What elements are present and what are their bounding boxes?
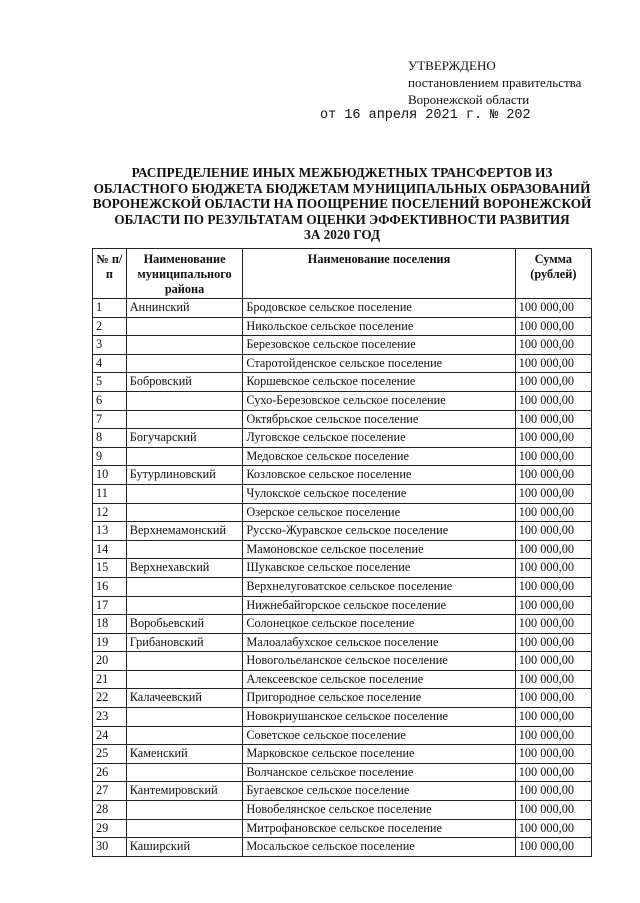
approval-date: от 16 апреля 2021 г. № 202: [320, 108, 531, 123]
table-row: [93, 299, 592, 318]
title-line: ОБЛАСТНОГО БЮДЖЕТА БЮДЖЕТАМ МУНИЦИПАЛЬНЫХ ОБРАЗОВАНИЙ: [93, 180, 591, 196]
table-header-row: [93, 249, 592, 299]
row-num-cell: 19: [93, 633, 127, 652]
row-sum-cell: 100 000,00: [515, 652, 591, 671]
row-settlement-cell: Чулокское сельское поселение: [243, 484, 515, 503]
row-settlement-cell: Сухо-Березовское сельское поселение: [243, 391, 515, 410]
row-settlement-cell: Бродовское сельское поселение: [243, 299, 515, 318]
row-district-cell: [126, 763, 243, 782]
row-district-cell: Кантемировский: [126, 782, 243, 801]
table-row: [93, 708, 592, 727]
header-settlement: Наименование поселения: [243, 249, 515, 299]
row-sum-cell: 100 000,00: [515, 615, 591, 634]
table-row: [93, 819, 592, 838]
row-district-cell: Каменский: [126, 745, 243, 764]
row-sum-cell: 100 000,00: [515, 819, 591, 838]
table-row: [93, 466, 592, 485]
row-sum-cell: 100 000,00: [515, 689, 591, 708]
row-num-cell: 7: [93, 410, 127, 429]
table-row: [93, 429, 592, 448]
row-num-cell: 17: [93, 596, 127, 615]
table-row: [93, 726, 592, 745]
row-sum-cell: 100 000,00: [515, 429, 591, 448]
row-sum-cell: 100 000,00: [515, 633, 591, 652]
table-row: [93, 652, 592, 671]
row-sum-cell: 100 000,00: [515, 670, 591, 689]
row-num-cell: 15: [93, 559, 127, 578]
document-title: [82, 165, 602, 243]
row-settlement-cell: Коршевское сельское поселение: [243, 373, 515, 392]
row-sum-cell: 100 000,00: [515, 838, 591, 857]
row-num-cell: 11: [93, 484, 127, 503]
row-district-cell: [126, 801, 243, 820]
table-row: [93, 354, 592, 373]
table-row: [93, 559, 592, 578]
table-row: [93, 447, 592, 466]
row-num-cell: 8: [93, 429, 127, 448]
title-line: ОБЛАСТИ ПО РЕЗУЛЬТАТАМ ОЦЕНКИ ЭФФЕКТИВНОСТИ РАЗВИТИЯ: [114, 211, 570, 227]
row-sum-cell: 100 000,00: [515, 559, 591, 578]
table-row: [93, 577, 592, 596]
row-settlement-cell: Октябрьское сельское поселение: [243, 410, 515, 429]
approval-region: Воронежской области: [408, 92, 530, 107]
row-sum-cell: 100 000,00: [515, 540, 591, 559]
row-num-cell: 16: [93, 577, 127, 596]
row-settlement-cell: Алексеевское сельское поселение: [243, 670, 515, 689]
row-num-cell: 5: [93, 373, 127, 392]
row-district-cell: [126, 577, 243, 596]
table-row: [93, 484, 592, 503]
row-num-cell: 13: [93, 522, 127, 541]
row-district-cell: Верхнемамонский: [126, 522, 243, 541]
row-num-cell: 30: [93, 838, 127, 857]
row-settlement-cell: Козловское сельское поселение: [243, 466, 515, 485]
approval-block: [320, 57, 582, 123]
row-settlement-cell: Волчанское сельское поселение: [243, 763, 515, 782]
row-settlement-cell: Мосальское сельское поселение: [243, 838, 515, 857]
row-sum-cell: 100 000,00: [515, 745, 591, 764]
table-row: [93, 763, 592, 782]
row-sum-cell: 100 000,00: [515, 522, 591, 541]
header-sum: Сумма (рублей): [515, 249, 591, 299]
row-settlement-cell: Старотойденское сельское поселение: [243, 354, 515, 373]
table-row: [93, 410, 592, 429]
row-district-cell: Богучарский: [126, 429, 243, 448]
row-district-cell: [126, 819, 243, 838]
table-row: [93, 745, 592, 764]
row-district-cell: [126, 317, 243, 336]
table-row: [93, 633, 592, 652]
row-district-cell: Верхнехавский: [126, 559, 243, 578]
row-settlement-cell: Новогольеланское сельское поселение: [243, 652, 515, 671]
row-sum-cell: 100 000,00: [515, 782, 591, 801]
row-num-cell: 3: [93, 336, 127, 355]
row-district-cell: Каширский: [126, 838, 243, 857]
row-settlement-cell: Солонецкое сельское поселение: [243, 615, 515, 634]
approval-authority: постановлением правительства: [408, 75, 582, 90]
table-row: [93, 373, 592, 392]
table-row: [93, 540, 592, 559]
row-num-cell: 4: [93, 354, 127, 373]
row-sum-cell: 100 000,00: [515, 484, 591, 503]
row-settlement-cell: Шукавское сельское поселение: [243, 559, 515, 578]
row-sum-cell: 100 000,00: [515, 336, 591, 355]
row-district-cell: [126, 391, 243, 410]
row-settlement-cell: Озерское сельское поселение: [243, 503, 515, 522]
row-sum-cell: 100 000,00: [515, 503, 591, 522]
row-num-cell: 6: [93, 391, 127, 410]
row-settlement-cell: Нижнебайгорское сельское поселение: [243, 596, 515, 615]
row-settlement-cell: Мамоновское сельское поселение: [243, 540, 515, 559]
table-row: [93, 670, 592, 689]
row-settlement-cell: Советское сельское поселение: [243, 726, 515, 745]
row-sum-cell: 100 000,00: [515, 410, 591, 429]
row-settlement-cell: Никольское сельское поселение: [243, 317, 515, 336]
row-sum-cell: 100 000,00: [515, 447, 591, 466]
row-district-cell: [126, 726, 243, 745]
table-row: [93, 391, 592, 410]
row-sum-cell: 100 000,00: [515, 466, 591, 485]
row-district-cell: [126, 447, 243, 466]
row-num-cell: 27: [93, 782, 127, 801]
table-row: [93, 522, 592, 541]
row-num-cell: 25: [93, 745, 127, 764]
row-sum-cell: 100 000,00: [515, 391, 591, 410]
row-district-cell: Калачеевский: [126, 689, 243, 708]
row-num-cell: 23: [93, 708, 127, 727]
table-row: [93, 596, 592, 615]
row-num-cell: 9: [93, 447, 127, 466]
row-settlement-cell: Бугаевское сельское поселение: [243, 782, 515, 801]
row-district-cell: [126, 670, 243, 689]
row-sum-cell: 100 000,00: [515, 354, 591, 373]
row-settlement-cell: Русско-Журавское сельское поселение: [243, 522, 515, 541]
table-row: [93, 317, 592, 336]
row-num-cell: 22: [93, 689, 127, 708]
row-district-cell: [126, 336, 243, 355]
title-line: ЗА 2020 ГОД: [303, 227, 381, 242]
header-district: Наименование муниципального района: [126, 249, 243, 299]
table-row: [93, 782, 592, 801]
row-num-cell: 26: [93, 763, 127, 782]
row-settlement-cell: Новокриушанское сельское поселение: [243, 708, 515, 727]
row-num-cell: 29: [93, 819, 127, 838]
row-district-cell: Воробьевский: [126, 615, 243, 634]
table-row: [93, 689, 592, 708]
row-sum-cell: 100 000,00: [515, 317, 591, 336]
row-settlement-cell: Березовское сельское поселение: [243, 336, 515, 355]
table-row: [93, 615, 592, 634]
row-sum-cell: 100 000,00: [515, 373, 591, 392]
row-num-cell: 12: [93, 503, 127, 522]
transfers-table: [92, 248, 592, 857]
row-sum-cell: 100 000,00: [515, 726, 591, 745]
row-sum-cell: 100 000,00: [515, 708, 591, 727]
row-sum-cell: 100 000,00: [515, 299, 591, 318]
row-district-cell: [126, 708, 243, 727]
row-num-cell: 14: [93, 540, 127, 559]
row-district-cell: Грибановский: [126, 633, 243, 652]
row-settlement-cell: Марковское сельское поселение: [243, 745, 515, 764]
title-line: РАСПРЕДЕЛЕНИЕ ИНЫХ МЕЖБЮДЖЕТНЫХ ТРАНСФЕРТОВ ИЗ: [131, 165, 553, 180]
row-sum-cell: 100 000,00: [515, 577, 591, 596]
row-sum-cell: 100 000,00: [515, 763, 591, 782]
row-num-cell: 20: [93, 652, 127, 671]
row-num-cell: 21: [93, 670, 127, 689]
row-settlement-cell: Малоалабухское сельское поселение: [243, 633, 515, 652]
row-settlement-cell: Митрофановское сельское поселение: [243, 819, 515, 838]
row-sum-cell: 100 000,00: [515, 596, 591, 615]
header-num: № п/п: [93, 249, 127, 299]
row-district-cell: [126, 503, 243, 522]
approval-stamp: УТВЕРЖДЕНО: [408, 58, 496, 73]
row-district-cell: [126, 410, 243, 429]
row-num-cell: 1: [93, 299, 127, 318]
table-row: [93, 336, 592, 355]
row-district-cell: Бутурлиновский: [126, 466, 243, 485]
row-district-cell: [126, 652, 243, 671]
table-row: [93, 801, 592, 820]
table-body: [93, 299, 592, 857]
row-settlement-cell: Верхнелуговатское сельское поселение: [243, 577, 515, 596]
row-district-cell: [126, 484, 243, 503]
row-district-cell: [126, 596, 243, 615]
title-line: ВОРОНЕЖСКОЙ ОБЛАСТИ НА ПООЩРЕНИЕ ПОСЕЛЕНИЙ ВОРОНЕЖСКОЙ: [92, 196, 592, 211]
row-num-cell: 24: [93, 726, 127, 745]
row-district-cell: [126, 354, 243, 373]
row-num-cell: 28: [93, 801, 127, 820]
row-settlement-cell: Пригородное сельское поселение: [243, 689, 515, 708]
row-num-cell: 2: [93, 317, 127, 336]
row-settlement-cell: Новобелянское сельское поселение: [243, 801, 515, 820]
row-sum-cell: 100 000,00: [515, 801, 591, 820]
row-settlement-cell: Луговское сельское поселение: [243, 429, 515, 448]
row-district-cell: Бобровский: [126, 373, 243, 392]
row-district-cell: Аннинский: [126, 299, 243, 318]
row-num-cell: 10: [93, 466, 127, 485]
row-num-cell: 18: [93, 615, 127, 634]
table-row: [93, 503, 592, 522]
table-row: [93, 838, 592, 857]
row-district-cell: [126, 540, 243, 559]
row-settlement-cell: Медовское сельское поселение: [243, 447, 515, 466]
